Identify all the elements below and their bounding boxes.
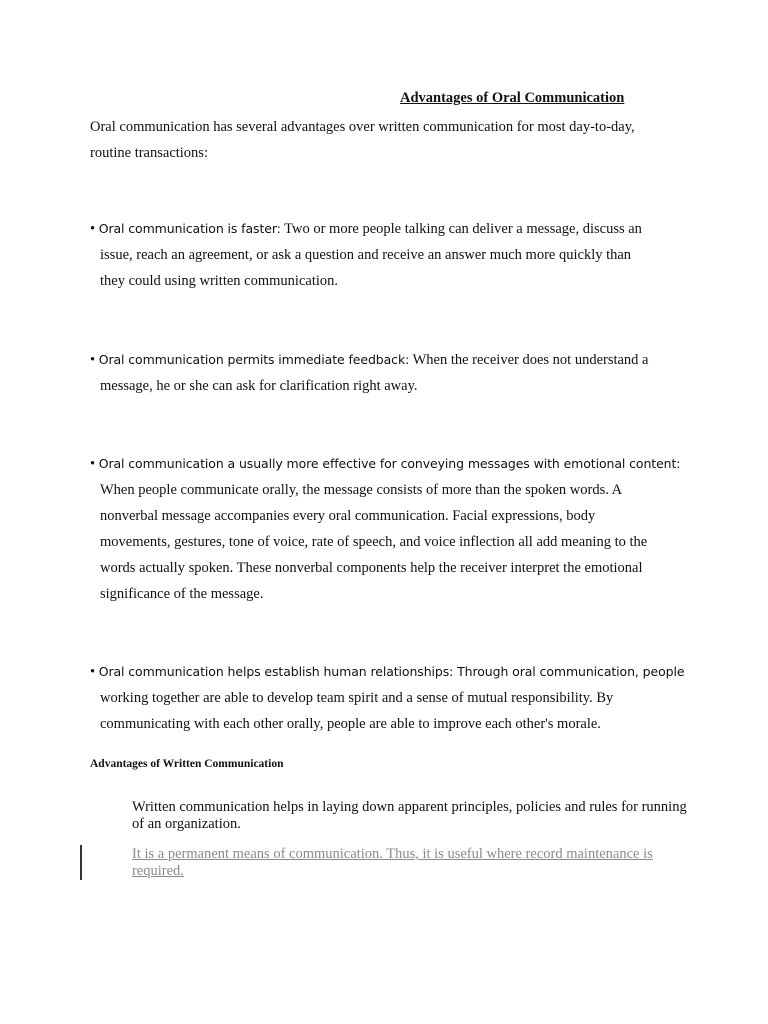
bullet-marker: • bbox=[90, 456, 96, 472]
change-bar bbox=[80, 845, 82, 880]
bullet-text: significance of the message. bbox=[100, 586, 264, 602]
bullet-lead: Oral communication is faster: bbox=[98, 221, 281, 236]
bullet-lead: Oral communication permits immediate feedback: bbox=[98, 352, 410, 367]
bullet-text: issue, reach an agreement, or ask a question and receive an answer much more quickly than bbox=[100, 247, 632, 263]
bullet-marker: • bbox=[90, 664, 96, 680]
bullet-text: working together are able to develop team spirit and a sense of mutual responsibility. By bbox=[100, 690, 614, 706]
written-paragraph: Written communication helps in laying down apparent principles, policies and rules for running of an organization. bbox=[132, 799, 687, 832]
intro-line: routine transactions: bbox=[90, 145, 208, 161]
intro-line: Oral communication has several advantages over written communication for most day-to-day, bbox=[90, 119, 635, 135]
bullet-marker: • bbox=[90, 352, 96, 368]
bullet-item bbox=[90, 347, 690, 399]
bullet-text: When people communicate orally, the message consists of more than the spoken words. A bbox=[100, 482, 623, 498]
bullet-text: movements, gestures, tone of voice, rate of speech, and voice inflection all add meaning to the bbox=[100, 534, 648, 550]
bullet-text: words actually spoken. These nonverbal components help the receiver interpret the emotional bbox=[100, 560, 643, 576]
bullet-text: nonverbal message accompanies every oral communication. Facial expressions, body bbox=[100, 508, 596, 524]
bullet-text: When the receiver does not understand a bbox=[409, 352, 649, 368]
section-heading: Advantages of Written Communication bbox=[90, 758, 284, 770]
bullet-item bbox=[90, 659, 690, 737]
bullet-item bbox=[90, 216, 690, 294]
bullet-marker: • bbox=[90, 221, 96, 237]
intro-paragraph bbox=[90, 114, 690, 166]
document-title: Advantages of Oral Communication bbox=[400, 90, 625, 106]
bullet-text: communicating with each other orally, people are able to improve each other's morale. bbox=[100, 716, 601, 732]
bullet-text: Two or more people talking can deliver a message, discuss an bbox=[280, 221, 642, 237]
bullet-text: message, he or she can ask for clarification right away. bbox=[100, 378, 418, 394]
bullet-item bbox=[90, 451, 690, 607]
bullet-text: they could using written communication. bbox=[100, 273, 338, 289]
tracked-change-paragraph: It is a permanent means of communication. Thus, it is useful where record maintenance is required. bbox=[132, 846, 653, 879]
bullet-lead: Oral communication a usually more effective for conveying messages with emotional content: bbox=[98, 456, 681, 471]
bullet-lead: Oral communication helps establish human relationships: Through oral communication, people bbox=[98, 664, 685, 679]
